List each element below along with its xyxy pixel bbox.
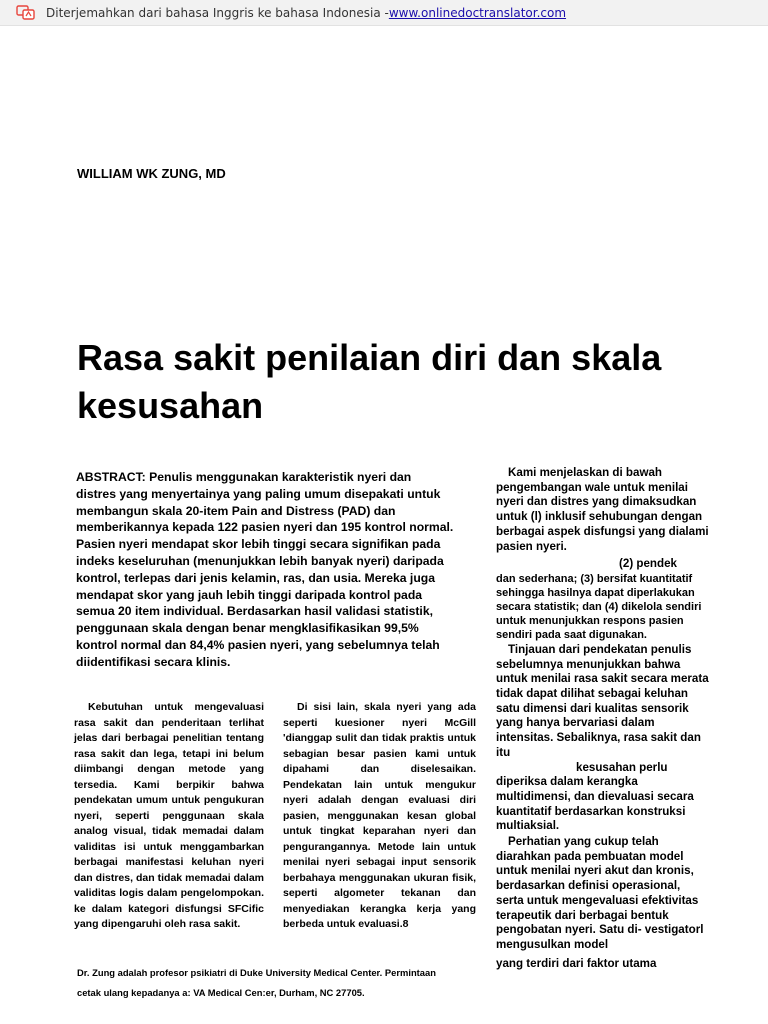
abstract: ABSTRACT: Penulis menggunakan karakteristik nyeri dan distres yang menyertainya yang paling umum disepakati untuk membangun skala 20-item Pain and Distress (PAD) dan memberikannya kepada 122 pasien nyeri dan 195 kontrol normal. Pasien nyeri mendapat skor lebih tinggi secara signifikan pada indeks keseluruhan (menunjukkan lebih banyak nyeri) daripada kontrol, terlepas dari jenis kelamin, ras, dan usia. Mereka juga mendapat skor yang jauh lebih tinggi daripada kontrol pada semua 20 item individual. Berdasarkan hasil validasi statistik, penggunaan skala dengan benar mengklasifikasikan 99,5% kontrol normal dan 84,4% pasien nyeri, yang sebelumnya telah diidentifikasi secara klinis. — [76, 470, 454, 669]
body-column-3 — [496, 466, 710, 971]
column-3-paragraph-2b: kesusahan perlu — [576, 760, 668, 774]
footnote-line-1: Dr. Zung adalah profesor psikiatri di Duke University Medical Center. Permintaan — [77, 967, 436, 978]
column-3-paragraph-2c: diperiksa dalam kerangka multidimensi, dan dievaluasi secara kuantitatif berdasarkan konstruksi multiaksial. — [496, 775, 694, 833]
column-3-paragraph-2a: Tinjauan dari pendekatan penulis sebelumnya menunjukkan bahwa untuk menilai rasa sakit secara merata tidak dapat dilihat sebagai keluhan satu dimensi dari kualitas sensorik yang hanya bervariasi dalam intensitas. Sebaliknya, rasa sakit dan itu — [496, 642, 709, 759]
banner-text: Diterjemahkan dari bahasa Inggris ke bahasa Indonesia - — [46, 5, 389, 20]
column-3-paragraph-3a: Perhatian yang cukup telah diarahkan pada pembuatan model untuk menilai nyeri akut dan kronis, berdasarkan definisi operasional, serta untuk mengevaluasi efektivitas terapeutik dari berbagai bentuk pengobatan nyeri. Satu di- vestigatorl mengusulkan model — [496, 835, 704, 951]
column-3-paragraph-1b: (2) pendek — [619, 557, 677, 571]
translate-icon — [16, 5, 36, 21]
column-3-paragraph-1a: Kami menjelaskan di bawah pengembangan wale untuk menilai nyeri dan distres yang dimaksudkan untuk (l) inklusif sehubungan dengan berbagai aspek disfungsi yang dialami pasien nyeri. — [496, 466, 709, 553]
body-column-1 — [74, 700, 264, 933]
footnote-line-2: cetak ulang kepadanya a: VA Medical Cen:er, Durham, NC 27705. — [77, 987, 365, 998]
column-3-paragraph-1c: dan sederhana; (3) bersifat kuantitatif sehingga hasilnya dapat diperlakukan secara statistik; dan (4) dikelola sendiri untuk menunjukkan respons pasien sendiri pada saat digunakan. — [496, 572, 702, 641]
author-name: WILLIAM WK ZUNG, MD — [77, 166, 226, 181]
column-2-paragraph: Di sisi lain, skala nyeri yang ada seperti kuesioner nyeri McGill 'dianggap sulit dan tidak praktis untuk sebagian besar pasien kami untuk dipahami dan diselesaikan. Pendekatan lain untuk mengukur nyeri adalah dengan evaluasi diri pasien, menggunakan kesan global untuk tingkat keparahan nyeri dan pengurangannya. Metode lain untuk menilai nyeri sebagai input sensorik berbahaya menggunakan ukuran fisik, seperti algometer tekanan dan menyediakan kerangka kerja yang berbeda untuk evaluasi.8 — [283, 701, 476, 930]
body-column-2 — [283, 700, 476, 933]
column-1-paragraph: Kebutuhan untuk mengevaluasi rasa sakit dan penderitaan terlihat jelas dari berbagai penelitian tentang rasa sakit dan lega, tetapi ini belum diimbangi dengan metode yang tersedia. Kami berpikir bahwa pendekatan umum untuk pengukuran nyeri, seperti penggunaan skala analog visual, tidak memadai dalam validitas isi untuk menggambarkan berbagai manifestasi keluhan nyeri dan distres, dan tidak memadai dalam validitas logis dalam pengelompokan. ke dalam kategori disfungsi SFCific yang dipengaruhi oleh rasa sakit. — [74, 701, 264, 930]
article-title: Rasa sakit penilaian diri dan skala kesusahan — [77, 337, 662, 426]
column-3-paragraph-3b: yang terdiri dari faktor utama — [496, 956, 657, 970]
translator-banner — [0, 0, 768, 26]
translator-link[interactable]: www.onlinedoctranslator.com — [388, 5, 567, 20]
author-footnote — [77, 963, 477, 1003]
